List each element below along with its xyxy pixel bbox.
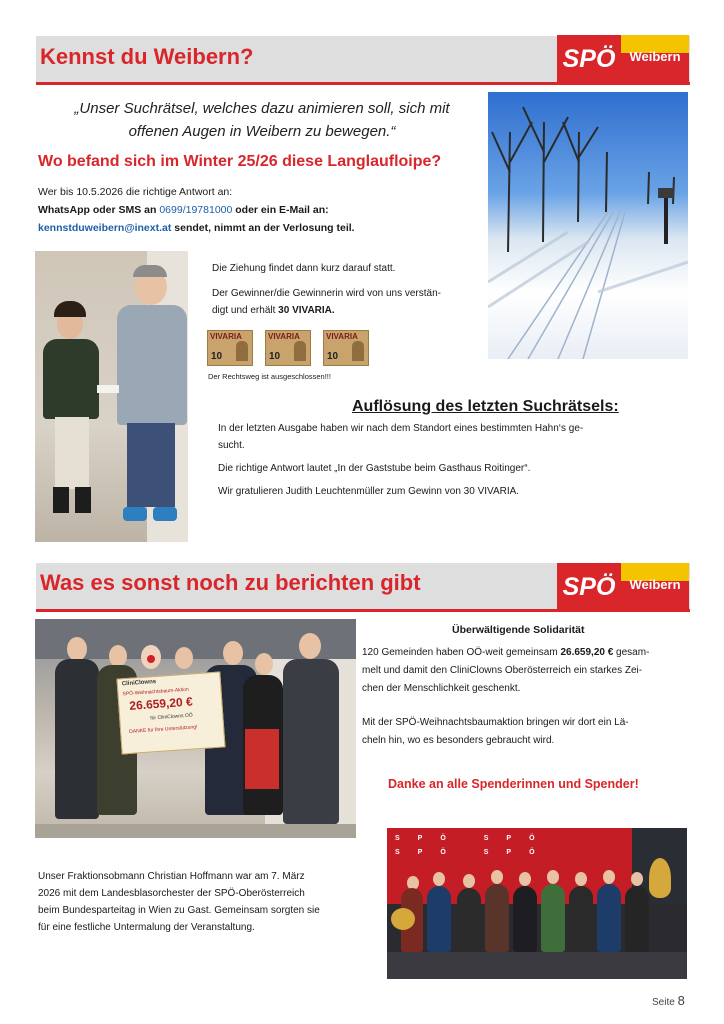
vivaria-voucher: VIVARIA 10 xyxy=(265,330,311,366)
event-line-2: 2026 mit dem Landesblasorchester der SPÖ-Oberösterreich xyxy=(38,888,305,899)
resolution-title: Auflösung des letzten Suchrätsels: xyxy=(352,398,619,415)
prize-handover-photo xyxy=(35,251,188,542)
solidarity-line-2: melt und damit den CliniClowns Oberösterreich ein starkes Zei- xyxy=(362,665,643,676)
answer-line-2: WhatsApp oder SMS an 0699/19781000 oder ein E-Mail an: xyxy=(38,204,329,216)
donation-cheque xyxy=(116,671,225,754)
christmas-line-1: Mit der SPÖ-Weihnachtsbaumaktion bringen wir dort ein Lä- xyxy=(362,717,629,728)
email-link[interactable]: kennstduweibern@inext.at xyxy=(38,222,172,234)
logo-party: SPÖ xyxy=(557,563,621,611)
christmas-line-2: cheln hin, wo es besonders gebraucht wird. xyxy=(362,735,555,746)
legal-disclaimer: Der Rechtsweg ist ausgeschlossen!!! xyxy=(208,372,331,381)
section1-title: Kennst du Weibern? xyxy=(40,44,254,69)
winter-trail-photo xyxy=(488,92,688,359)
band-event-text xyxy=(38,868,368,936)
answer-instructions xyxy=(38,183,483,237)
cheque-org: CliniClowns xyxy=(121,678,157,688)
puzzle-question: Wo befand sich im Winter 25/26 diese Langlaufloipe? xyxy=(38,153,442,170)
prize-amount: 30 VIVARIA. xyxy=(278,305,335,316)
solidarity-line-3: chen der Menschlichkeit geschenkt. xyxy=(362,683,521,694)
brass-band-photo xyxy=(387,828,687,979)
logo-place: Weibern xyxy=(629,49,681,64)
draw-text: Die Ziehung findet dann kurz darauf statt. xyxy=(212,263,396,274)
whatsapp-phone[interactable]: 0699/19781000 xyxy=(159,204,233,216)
solidarity-line-1: 120 Gemeinden haben OÖ-weit gemeinsam 26.659,20 € gesam- xyxy=(362,647,650,658)
vivaria-voucher: VIVARIA 10 xyxy=(207,330,253,366)
cheque-amount: 26.659,20 € xyxy=(128,694,194,713)
resolution-winner: Wir gratulieren Judith Leuchtenmüller zum Gewinn von 30 VIVARIA. xyxy=(218,486,520,497)
winner-line-2: digt und erhält 30 VIVARIA. xyxy=(212,305,335,316)
section2-title: Was es sonst noch zu berichten gibt xyxy=(40,570,421,595)
puzzle-quote xyxy=(42,97,482,143)
quote-line-1: „Unser Suchrätsel, welches dazu animieren soll, sich mit xyxy=(74,100,450,117)
solidarity-title: Überwältigende Solidarität xyxy=(452,624,585,636)
resolution-text xyxy=(218,420,648,500)
logo-party: SPÖ xyxy=(557,35,621,83)
cheque-campaign: SPÖ-Weihnachtsbaum-Aktion xyxy=(122,686,189,698)
resolution-p1-line-1: In der letzten Ausgabe haben wir nach dem Standort eines bestimmten Hahn‘s ge- xyxy=(218,423,584,434)
answer-line-1: Wer bis 10.5.2026 die richtige Antwort an: xyxy=(38,186,233,198)
page-label: Seite xyxy=(652,997,675,1008)
cheque-handover-photo xyxy=(35,619,356,838)
event-line-3: beim Bundesparteitag in Wien zu Gast. Gemeinsam sorgten sie xyxy=(38,905,320,916)
donation-total: 26.659,20 € xyxy=(560,647,614,658)
event-line-4: für eine festliche Untermalung der Veranstaltung. xyxy=(38,922,255,933)
page-footer xyxy=(652,993,685,1008)
vivaria-voucher: VIVARIA 10 xyxy=(323,330,369,366)
backdrop-logos: SPÖ SPÖ SPÖ SPÖ xyxy=(395,835,553,856)
spo-weibern-logo xyxy=(557,35,689,83)
winner-line-1: Der Gewinner/die Gewinnerin wird von uns verstän- xyxy=(212,288,441,299)
logo-place: Weibern xyxy=(629,577,681,592)
spo-weibern-logo xyxy=(557,563,689,611)
event-line-1: Unser Fraktionsobmann Christian Hoffmann war am 7. März xyxy=(38,871,305,882)
cheque-thanks: DANKE für Ihre Unterstützung! xyxy=(129,724,198,735)
answer-line-3: kennstduweibern@inext.at sendet, nimmt an der Verlosung teil. xyxy=(38,222,355,234)
solidarity-text xyxy=(362,644,692,750)
cheque-recipient: für CliniClowns OÖ xyxy=(150,712,193,722)
draw-info xyxy=(212,260,487,319)
resolution-p1-line-2: sucht. xyxy=(218,440,245,451)
quote-line-2: offenen Augen in Weibern zu bewegen.“ xyxy=(128,123,396,140)
page-number: 8 xyxy=(677,993,685,1008)
resolution-answer: Die richtige Antwort lautet „In der Gaststube beim Gasthaus Roitinger“. xyxy=(218,463,531,474)
donor-thanks: Danke an alle Spenderinnen und Spender! xyxy=(388,777,639,791)
